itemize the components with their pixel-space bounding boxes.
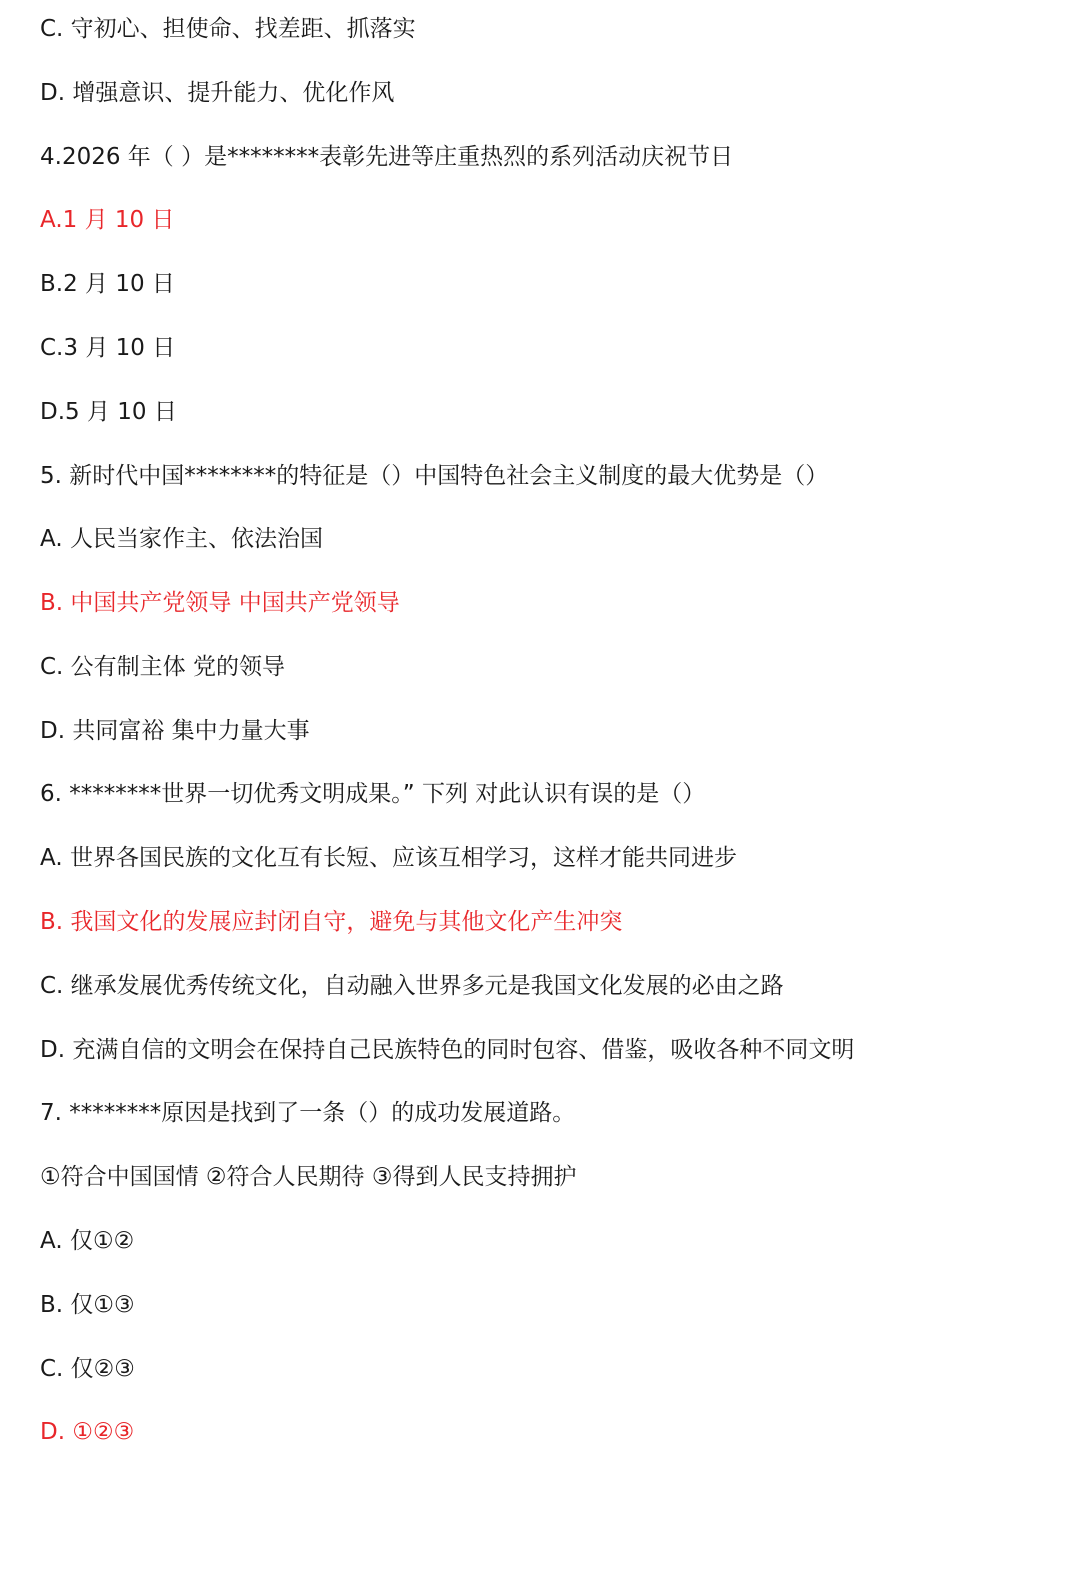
option-6c: C. 继承发展优秀传统文化，自动融入世界多元是我国文化发展的必由之路	[40, 973, 784, 999]
option-5c: C. 公有制主体 党的领导	[40, 654, 285, 680]
option-4b: B.2 月 10 日	[40, 271, 175, 297]
option-5b-correct: B. 中国共产党领导 中国共产党领导	[40, 590, 400, 616]
option-3d: D. 增强意识、提升能力、优化作风	[40, 80, 395, 106]
question-4: 4.2026 年（ ）是********表彰先进等庄重热烈的系列活动庆祝节日	[40, 144, 734, 170]
option-6b-correct: B. 我国文化的发展应封闭自守，避免与其他文化产生冲突	[40, 909, 623, 935]
option-7d-correct: D. ①②③	[40, 1419, 135, 1445]
option-4d: D.5 月 10 日	[40, 399, 177, 425]
option-4c: C.3 月 10 日	[40, 335, 176, 361]
question-7: 7. ********原因是找到了一条（）的成功发展道路。	[40, 1100, 576, 1126]
option-6d: D. 充满自信的文明会在保持自己民族特色的同时包容、借鉴，吸收各种不同文明	[40, 1037, 855, 1063]
option-7a: A. 仅①②	[40, 1228, 135, 1254]
option-4a-correct: A.1 月 10 日	[40, 207, 175, 233]
option-3c: C. 守初心、担使命、找差距、抓落实	[40, 16, 416, 42]
option-6a: A. 世界各国民族的文化互有长短、应该互相学习，这样才能共同进步	[40, 845, 737, 871]
question-5: 5. 新时代中国********的特征是（）中国特色社会主义制度的最大优势是（）	[40, 463, 829, 489]
option-5a: A. 人民当家作主、依法治国	[40, 526, 323, 552]
option-5d: D. 共同富裕 集中力量大事	[40, 718, 310, 744]
question-7-statements: ①符合中国国情 ②符合人民期待 ③得到人民支持拥护	[40, 1164, 577, 1190]
question-6: 6. ********世界一切优秀文明成果。” 下列 对此认识有误的是（）	[40, 781, 706, 807]
option-7c: C. 仅②③	[40, 1356, 135, 1382]
option-7b: B. 仅①③	[40, 1292, 135, 1318]
